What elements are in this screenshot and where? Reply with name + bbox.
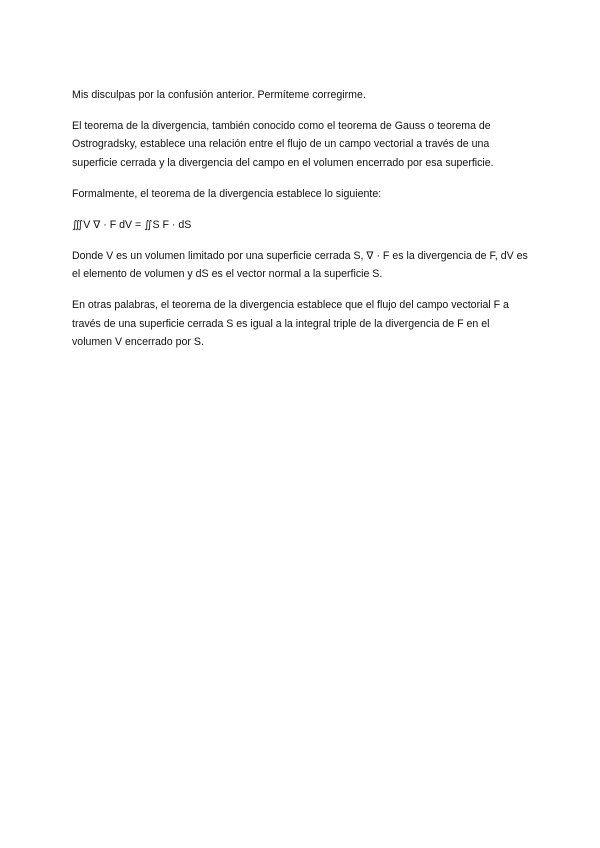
divergence-formula: ∭V ∇ · F dV = ∬S F · dS xyxy=(72,218,192,231)
formal-intro-paragraph: Formalmente, el teorema de la divergencia establece lo siguiente: xyxy=(72,187,382,200)
apology-paragraph: Mis disculpas por la confusión anterior. Permíteme corregirme. xyxy=(72,89,366,101)
document-body xyxy=(72,86,532,364)
summary-paragraph: En otras palabras, el teorema de la divergencia establece que el flujo del campo vectorial F a través de una superficie cerrada S es igual a la integral triple de la divergencia de F en el volumen V encerrado por S. xyxy=(72,299,509,349)
variables-paragraph: Donde V es un volumen limitado por una superficie cerrada S, ∇ · F es la divergencia de F, dV es el elemento de volumen y dS es el vector normal a la superficie S. xyxy=(72,249,528,281)
definition-paragraph: El teorema de la divergencia, también conocido como el teorema de Gauss o teorema de Ostrogradsky, establece una relación entre el flujo de un campo vectorial a través de una superficie cerrada y la divergencia del campo en el volumen encerrado por esa superficie. xyxy=(72,120,494,169)
